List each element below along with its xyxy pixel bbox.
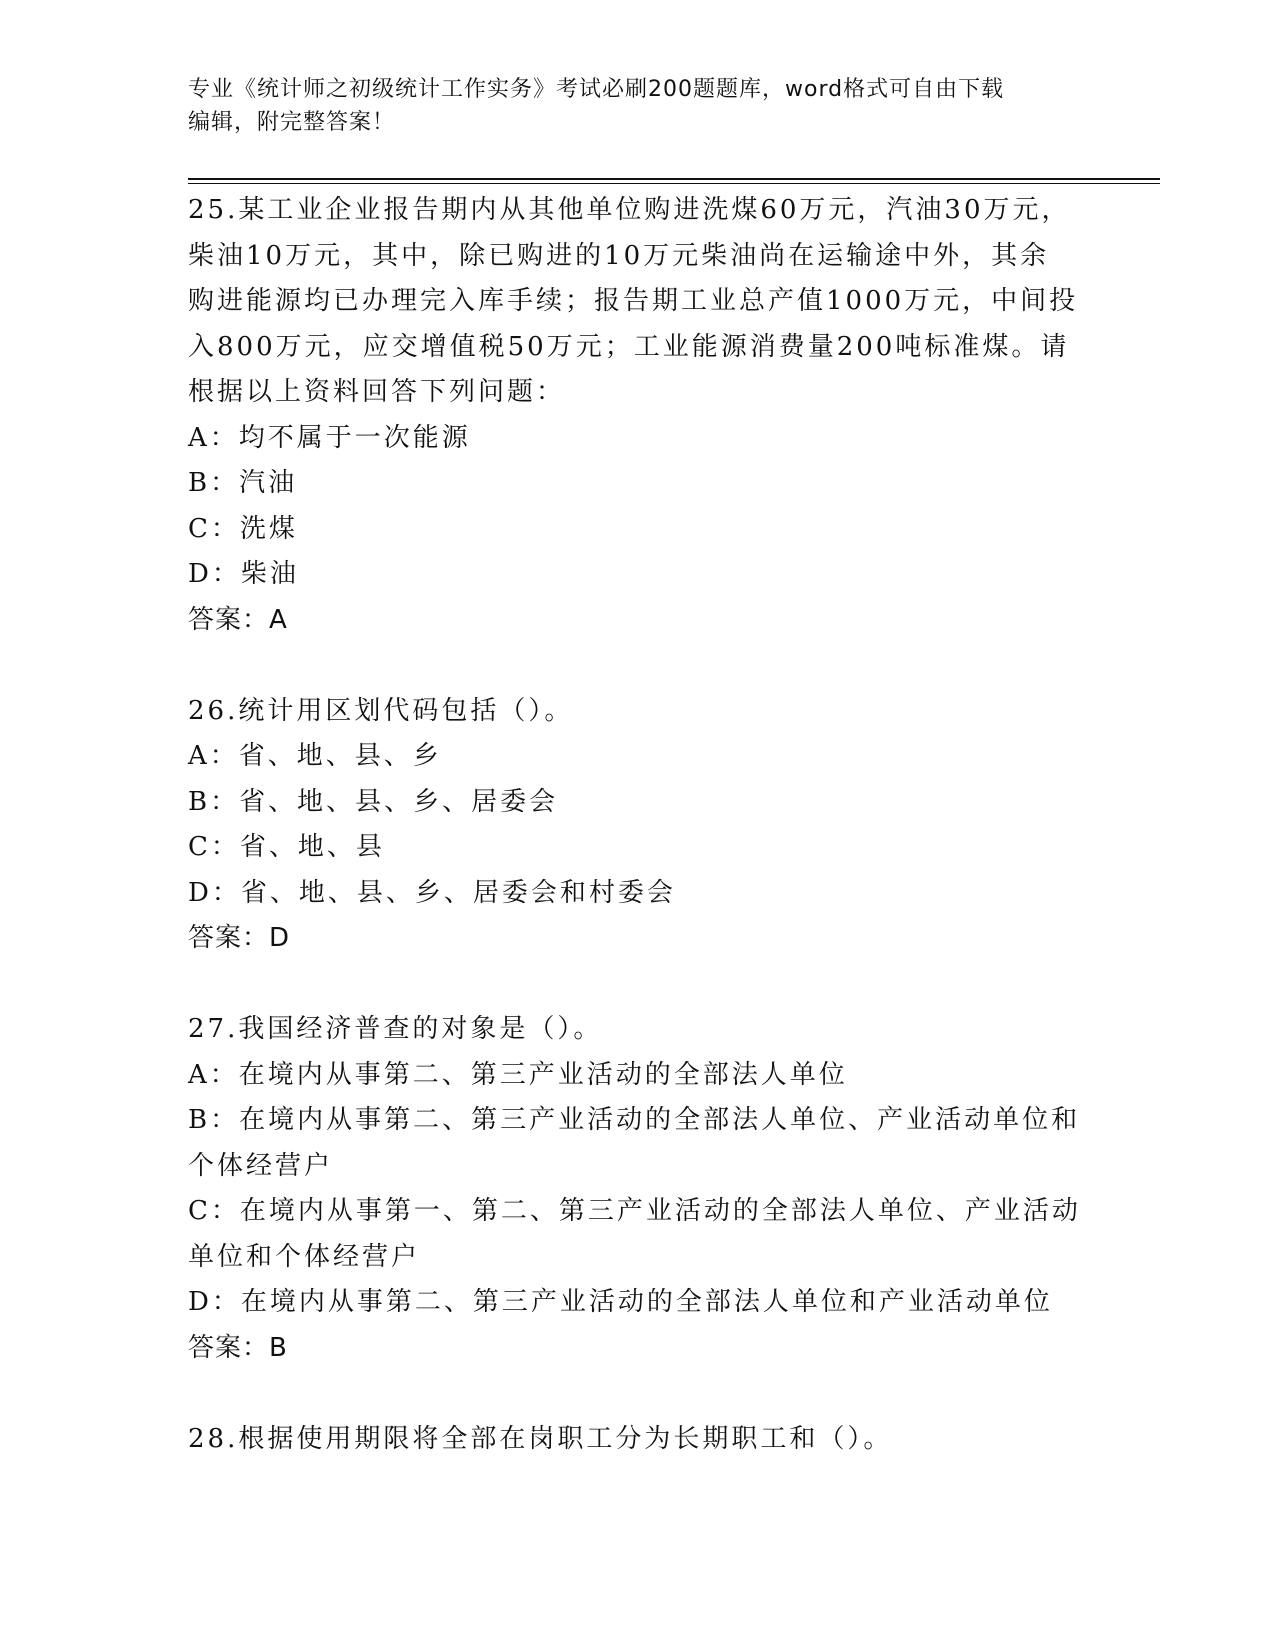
answer-option bbox=[188, 507, 1088, 553]
answer-key: 答案：D bbox=[188, 923, 291, 953]
answer-option bbox=[188, 1053, 1088, 1099]
document-header bbox=[188, 73, 1088, 139]
answer-option bbox=[188, 780, 1088, 826]
answer-option-line: C：洗煤 bbox=[188, 513, 298, 544]
question-stem-line: 根据以上资料回答下列问题： bbox=[188, 377, 566, 407]
question-stem-line: 购进能源均已办理完入库手续；报告期工业总产值1000万元，中间投 bbox=[188, 286, 1079, 316]
question-stem-line: 27.我国经济普查的对象是（）。 bbox=[188, 1014, 603, 1044]
answer-option bbox=[188, 825, 1088, 871]
header-line-1: 专业《统计师之初级统计工作实务》考试必刷200题题库，word格式可自由下载 bbox=[188, 77, 1005, 102]
header-line-2: 编辑，附完整答案！ bbox=[188, 110, 396, 135]
answer-option-line: 个体经营户 bbox=[188, 1150, 334, 1181]
answer-option bbox=[188, 461, 1088, 507]
question-spacer bbox=[188, 962, 1088, 1008]
question-stem-line: 25.某工业企业报告期内从其他单位购进洗煤60万元，汽油30万元， bbox=[188, 195, 1071, 225]
answer-option-line: A：均不属于一次能源 bbox=[188, 422, 471, 453]
header-divider-bottom bbox=[188, 183, 1160, 184]
answer-option-line: C：在境内从事第一、第二、第三产业活动的全部法人单位、产业活动 bbox=[188, 1196, 1081, 1226]
question-block bbox=[188, 689, 1088, 1008]
answer-option bbox=[188, 416, 1088, 462]
answer-option-line: A：省、地、县、乡 bbox=[188, 741, 442, 771]
answer-option-line: B：汽油 bbox=[188, 468, 298, 498]
answer-option bbox=[188, 1189, 1088, 1280]
question-block bbox=[188, 1417, 1088, 1463]
answer-option bbox=[188, 1098, 1088, 1189]
answer-option-line: A：在境内从事第二、第三产业活动的全部法人单位 bbox=[188, 1059, 848, 1090]
header-divider-top bbox=[188, 178, 1160, 180]
answer-option-line: C：省、地、县 bbox=[188, 832, 385, 862]
question-stem-line: 26.统计用区划代码包括（）。 bbox=[188, 695, 574, 726]
question-block bbox=[188, 1007, 1088, 1417]
question-stem-line: 柴油10万元，其中，除已购进的10万元柴油尚在运输途中外，其余 bbox=[188, 240, 1050, 271]
answer-option-line: D：在境内从事第二、第三产业活动的全部法人单位和产业活动单位 bbox=[188, 1287, 1053, 1317]
answer-option bbox=[188, 1280, 1088, 1326]
answer-option bbox=[188, 552, 1088, 598]
question-spacer bbox=[188, 1371, 1088, 1417]
question-block bbox=[188, 188, 1088, 689]
question-spacer bbox=[188, 643, 1088, 689]
answer-option-line: 单位和个体经营户 bbox=[188, 1241, 421, 1272]
question-stem-line: 28.根据使用期限将全部在岗职工分为长期职工和（）。 bbox=[188, 1423, 893, 1454]
question-list bbox=[188, 188, 1088, 1462]
answer-option-line: D：省、地、县、乡、居委会和村委会 bbox=[188, 877, 676, 908]
answer-key: 答案：A bbox=[188, 604, 288, 635]
answer-option-line: B：省、地、县、乡、居委会 bbox=[188, 786, 559, 817]
answer-key: 答案：B bbox=[188, 1332, 288, 1363]
answer-option-line: D：柴油 bbox=[188, 559, 299, 589]
question-stem-line: 入800万元，应交增值税50万元；工业能源消费量200吨标准煤。请 bbox=[188, 331, 1070, 362]
answer-option bbox=[188, 734, 1088, 780]
answer-option-line: B：在境内从事第二、第三产业活动的全部法人单位、产业活动单位和 bbox=[188, 1105, 1081, 1135]
answer-option bbox=[188, 871, 1088, 917]
